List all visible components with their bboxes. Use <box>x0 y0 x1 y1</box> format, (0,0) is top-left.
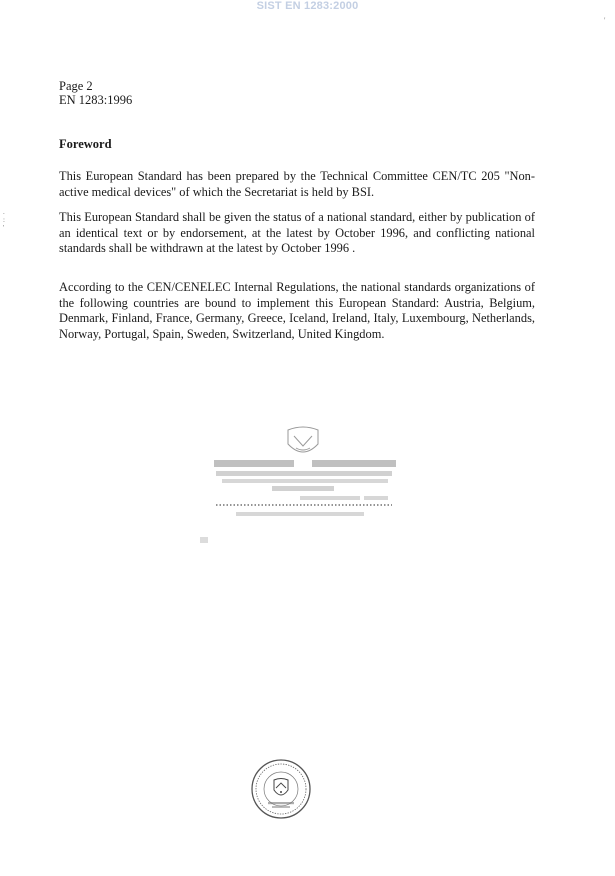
page-header <box>59 79 132 107</box>
margin-scan-mark: . : ' <box>3 208 5 232</box>
edge-tick-mark: ' <box>604 16 606 25</box>
page-number: Page 2 <box>59 79 93 93</box>
foreword-paragraph-committee: This European Standard has been prepared by the Technical Committee CEN/TC 205 "Non-active medical devices" of which the Secretariat is held by BSI. <box>59 169 535 199</box>
standard-reference: EN 1283:1996 <box>59 93 133 107</box>
library-stamp-image <box>200 422 410 562</box>
foreword-paragraph-status: This European Standard shall be given the status of a national standard, either by publication of an identical text or by endorsement, at the latest by October 1996, and conflicting national standards shall be withdrawn at the latest by October 1996 . <box>59 210 535 256</box>
institution-seal-image <box>250 758 312 820</box>
foreword-heading: Foreword <box>59 137 112 151</box>
foreword-paragraph-countries: According to the CEN/CENELEC Internal Regulations, the national standards organizations of the following countries are bound to implement this European Standard: Austria, Belgium, Denmark, Finland, France, Germany, Greece, Iceland, Ireland, Italy, Luxembourg, Netherlands, Norway, Portugal, Spain, Sweden, Switzerland, United Kingdom. <box>59 280 535 341</box>
document-watermark: SIST EN 1283:2000 <box>256 0 359 12</box>
